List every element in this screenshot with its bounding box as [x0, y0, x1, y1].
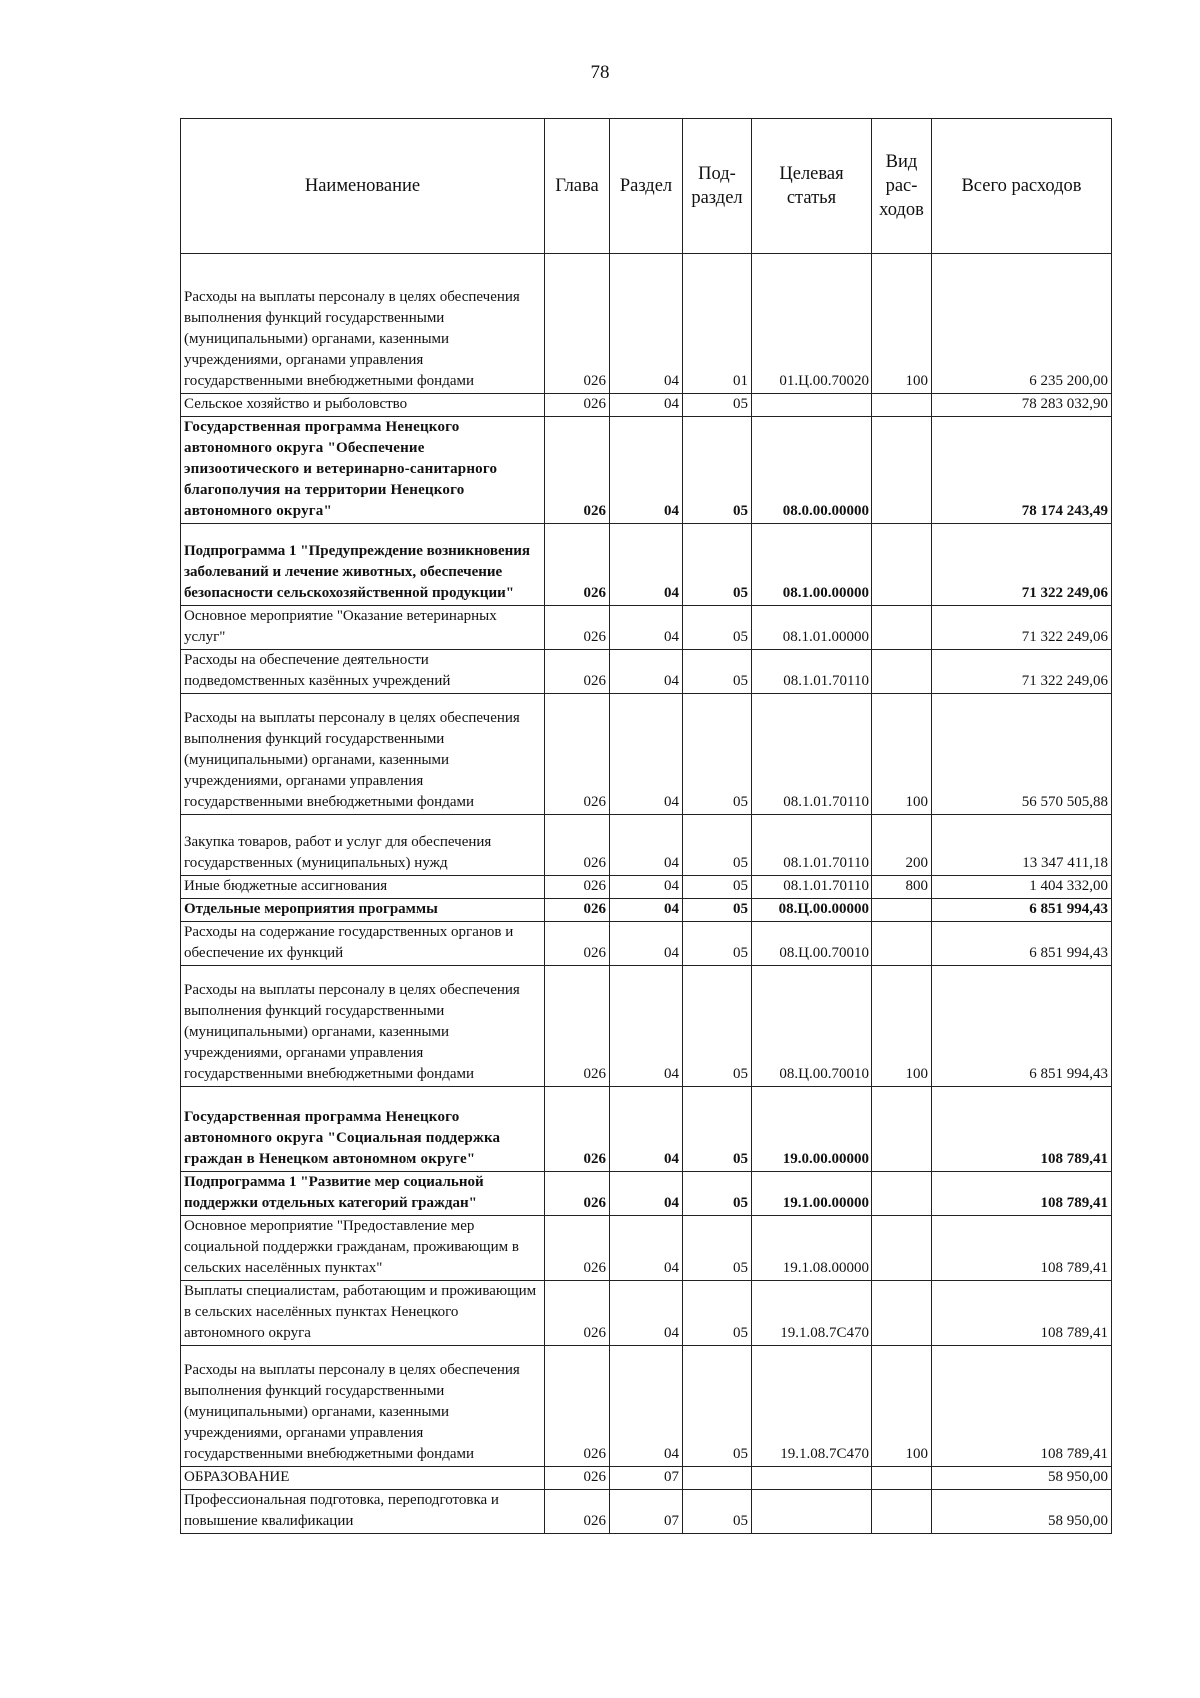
cell-name: Выплаты специалистам, работающим и проживающим в сельских населённых пунктах Ненецкого автономного округа — [181, 1281, 545, 1346]
cell-name: Подпрограмма 1 "Развитие мер социальной поддержки отдельных категорий граждан" — [181, 1172, 545, 1216]
cell-razdel: 04 — [610, 876, 683, 899]
cell-vsego: 58 950,00 — [932, 1467, 1112, 1490]
cell-name: Профессиональная подготовка, переподготовка и повышение квалификации — [181, 1490, 545, 1534]
header-glava: Глава — [545, 119, 610, 254]
table-row — [181, 394, 1112, 417]
header-podrazdel: Под-раздел — [683, 119, 752, 254]
cell-tselevaya — [752, 1467, 872, 1490]
cell-glava: 026 — [545, 876, 610, 899]
cell-glava: 026 — [545, 1087, 610, 1172]
cell-tselevaya — [752, 394, 872, 417]
cell-vsego: 6 851 994,43 — [932, 966, 1112, 1087]
cell-vid — [872, 1087, 932, 1172]
cell-vid — [872, 922, 932, 966]
cell-name: Расходы на содержание государственных органов и обеспечение их функций — [181, 922, 545, 966]
cell-razdel: 04 — [610, 650, 683, 694]
cell-name: Расходы на обеспечение деятельности подведомственных казённых учреждений — [181, 650, 545, 694]
cell-vsego: 71 322 249,06 — [932, 524, 1112, 606]
table-row — [181, 694, 1112, 815]
cell-podrazdel: 05 — [683, 1490, 752, 1534]
cell-glava: 026 — [545, 1467, 610, 1490]
table-row — [181, 254, 1112, 394]
cell-podrazdel: 05 — [683, 815, 752, 876]
header-name: Наименование — [181, 119, 545, 254]
cell-vsego: 78 283 032,90 — [932, 394, 1112, 417]
table-row — [181, 876, 1112, 899]
header-razdel: Раздел — [610, 119, 683, 254]
cell-podrazdel: 05 — [683, 606, 752, 650]
cell-tselevaya: 08.1.01.70110 — [752, 815, 872, 876]
cell-razdel: 04 — [610, 394, 683, 417]
cell-razdel: 04 — [610, 1281, 683, 1346]
cell-vid — [872, 650, 932, 694]
header-tselevaya: Целевая статья — [752, 119, 872, 254]
cell-vid: 800 — [872, 876, 932, 899]
cell-name: Отдельные мероприятия программы — [181, 899, 545, 922]
cell-podrazdel: 05 — [683, 394, 752, 417]
cell-vid — [872, 899, 932, 922]
table-row — [181, 524, 1112, 606]
header-vid: Вид рас-ходов — [872, 119, 932, 254]
cell-name: Основное мероприятие "Предоставление мер социальной поддержки гражданам, проживающим в сельских населённых пунктах" — [181, 1216, 545, 1281]
table-body — [181, 254, 1112, 1534]
cell-glava: 026 — [545, 815, 610, 876]
cell-razdel: 04 — [610, 694, 683, 815]
cell-tselevaya: 08.1.01.70110 — [752, 650, 872, 694]
cell-glava: 026 — [545, 606, 610, 650]
cell-vid: 100 — [872, 966, 932, 1087]
cell-glava: 026 — [545, 1281, 610, 1346]
cell-razdel: 07 — [610, 1467, 683, 1490]
cell-razdel: 04 — [610, 417, 683, 524]
cell-tselevaya: 08.Ц.00.70010 — [752, 922, 872, 966]
cell-razdel: 07 — [610, 1490, 683, 1534]
cell-vsego: 6 851 994,43 — [932, 899, 1112, 922]
cell-tselevaya: 08.1.01.70110 — [752, 694, 872, 815]
cell-glava: 026 — [545, 1216, 610, 1281]
cell-vsego: 108 789,41 — [932, 1216, 1112, 1281]
cell-vsego: 71 322 249,06 — [932, 650, 1112, 694]
cell-vsego: 108 789,41 — [932, 1281, 1112, 1346]
cell-podrazdel: 01 — [683, 254, 752, 394]
table-row — [181, 1216, 1112, 1281]
cell-vid — [872, 1216, 932, 1281]
cell-name: Расходы на выплаты персоналу в целях обеспечения выполнения функций государственными (муниципальными) органами, казенными учреждениями, органами управления государственными внебюджетными фондами — [181, 1346, 545, 1467]
cell-podrazdel: 05 — [683, 524, 752, 606]
cell-tselevaya: 19.1.08.7С470 — [752, 1346, 872, 1467]
table-row — [181, 417, 1112, 524]
cell-tselevaya: 08.1.01.70110 — [752, 876, 872, 899]
cell-name: Расходы на выплаты персоналу в целях обеспечения выполнения функций государственными (муниципальными) органами, казенными учреждениями, органами управления государственными внебюджетными фондами — [181, 694, 545, 815]
cell-glava: 026 — [545, 922, 610, 966]
cell-name: Подпрограмма 1 "Предупреждение возникновения заболеваний и лечение животных, обеспечение безопасности сельскохозяйственной продукции" — [181, 524, 545, 606]
cell-vsego: 13 347 411,18 — [932, 815, 1112, 876]
cell-vid — [872, 1490, 932, 1534]
cell-podrazdel: 05 — [683, 694, 752, 815]
cell-glava: 026 — [545, 1490, 610, 1534]
cell-vid: 200 — [872, 815, 932, 876]
cell-vsego: 108 789,41 — [932, 1346, 1112, 1467]
cell-tselevaya — [752, 1490, 872, 1534]
table-row — [181, 815, 1112, 876]
cell-name: Государственная программа Ненецкого автономного округа "Обеспечение эпизоотического и ветеринарно-санитарного благополучия на территории Ненецкого автономного округа" — [181, 417, 545, 524]
cell-tselevaya: 19.1.08.00000 — [752, 1216, 872, 1281]
cell-glava: 026 — [545, 417, 610, 524]
table-row — [181, 922, 1112, 966]
cell-tselevaya: 08.Ц.00.00000 — [752, 899, 872, 922]
cell-razdel: 04 — [610, 899, 683, 922]
cell-vid: 100 — [872, 254, 932, 394]
cell-vsego: 58 950,00 — [932, 1490, 1112, 1534]
cell-name: Сельское хозяйство и рыболовство — [181, 394, 545, 417]
header-vsego: Всего расходов — [932, 119, 1112, 254]
cell-podrazdel — [683, 1467, 752, 1490]
cell-vid — [872, 394, 932, 417]
cell-razdel: 04 — [610, 1087, 683, 1172]
table-row — [181, 966, 1112, 1087]
cell-tselevaya: 08.0.00.00000 — [752, 417, 872, 524]
table-row — [181, 1172, 1112, 1216]
cell-podrazdel: 05 — [683, 650, 752, 694]
cell-razdel: 04 — [610, 1216, 683, 1281]
cell-podrazdel: 05 — [683, 417, 752, 524]
cell-vsego: 108 789,41 — [932, 1087, 1112, 1172]
budget-table — [180, 118, 1112, 1534]
cell-podrazdel: 05 — [683, 899, 752, 922]
cell-vid — [872, 1467, 932, 1490]
cell-podrazdel: 05 — [683, 1172, 752, 1216]
cell-podrazdel: 05 — [683, 1216, 752, 1281]
cell-vid: 100 — [872, 694, 932, 815]
cell-podrazdel: 05 — [683, 1346, 752, 1467]
cell-podrazdel: 05 — [683, 922, 752, 966]
cell-vsego: 56 570 505,88 — [932, 694, 1112, 815]
cell-glava: 026 — [545, 1346, 610, 1467]
cell-name: Основное мероприятие "Оказание ветеринарных услуг" — [181, 606, 545, 650]
cell-name: Расходы на выплаты персоналу в целях обеспечения выполнения функций государственными (муниципальными) органами, казенными учреждениями, органами управления государственными внебюджетными фондами — [181, 254, 545, 394]
cell-glava: 026 — [545, 254, 610, 394]
table-row — [181, 1467, 1112, 1490]
cell-name: Расходы на выплаты персоналу в целях обеспечения выполнения функций государственными (муниципальными) органами, казенными учреждениями, органами управления государственными внебюджетными фондами — [181, 966, 545, 1087]
cell-vid — [872, 606, 932, 650]
cell-razdel: 04 — [610, 815, 683, 876]
cell-vid — [872, 524, 932, 606]
cell-vsego: 108 789,41 — [932, 1172, 1112, 1216]
table-row — [181, 650, 1112, 694]
cell-tselevaya: 08.1.01.00000 — [752, 606, 872, 650]
cell-name: Государственная программа Ненецкого автономного округа "Социальная поддержка граждан в Ненецком автономном округе" — [181, 1087, 545, 1172]
cell-vsego: 1 404 332,00 — [932, 876, 1112, 899]
cell-vid — [872, 1281, 932, 1346]
cell-tselevaya: 01.Ц.00.70020 — [752, 254, 872, 394]
cell-vsego: 6 235 200,00 — [932, 254, 1112, 394]
cell-glava: 026 — [545, 899, 610, 922]
cell-glava: 026 — [545, 1172, 610, 1216]
cell-razdel: 04 — [610, 606, 683, 650]
cell-glava: 026 — [545, 394, 610, 417]
cell-podrazdel: 05 — [683, 1281, 752, 1346]
table-row — [181, 899, 1112, 922]
cell-razdel: 04 — [610, 966, 683, 1087]
table-row — [181, 1087, 1112, 1172]
cell-tselevaya: 19.0.00.00000 — [752, 1087, 872, 1172]
cell-vid — [872, 417, 932, 524]
cell-glava: 026 — [545, 966, 610, 1087]
page-number: 78 — [590, 62, 610, 83]
cell-glava: 026 — [545, 524, 610, 606]
table-header-row — [181, 119, 1112, 254]
cell-razdel: 04 — [610, 1172, 683, 1216]
cell-vid: 100 — [872, 1346, 932, 1467]
cell-tselevaya: 19.1.08.7С470 — [752, 1281, 872, 1346]
cell-razdel: 04 — [610, 1346, 683, 1467]
table-row — [181, 1346, 1112, 1467]
cell-glava: 026 — [545, 650, 610, 694]
cell-podrazdel: 05 — [683, 966, 752, 1087]
cell-razdel: 04 — [610, 922, 683, 966]
cell-tselevaya: 19.1.00.00000 — [752, 1172, 872, 1216]
cell-podrazdel: 05 — [683, 1087, 752, 1172]
cell-tselevaya: 08.1.00.00000 — [752, 524, 872, 606]
cell-razdel: 04 — [610, 524, 683, 606]
cell-tselevaya: 08.Ц.00.70010 — [752, 966, 872, 1087]
cell-podrazdel: 05 — [683, 876, 752, 899]
table-row — [181, 606, 1112, 650]
table-row — [181, 1281, 1112, 1346]
cell-name: ОБРАЗОВАНИЕ — [181, 1467, 545, 1490]
cell-razdel: 04 — [610, 254, 683, 394]
cell-vid — [872, 1172, 932, 1216]
table-row — [181, 1490, 1112, 1534]
cell-glava: 026 — [545, 694, 610, 815]
cell-vsego: 78 174 243,49 — [932, 417, 1112, 524]
cell-vsego: 71 322 249,06 — [932, 606, 1112, 650]
cell-name: Закупка товаров, работ и услуг для обеспечения государственных (муниципальных) нужд — [181, 815, 545, 876]
cell-vsego: 6 851 994,43 — [932, 922, 1112, 966]
cell-name: Иные бюджетные ассигнования — [181, 876, 545, 899]
